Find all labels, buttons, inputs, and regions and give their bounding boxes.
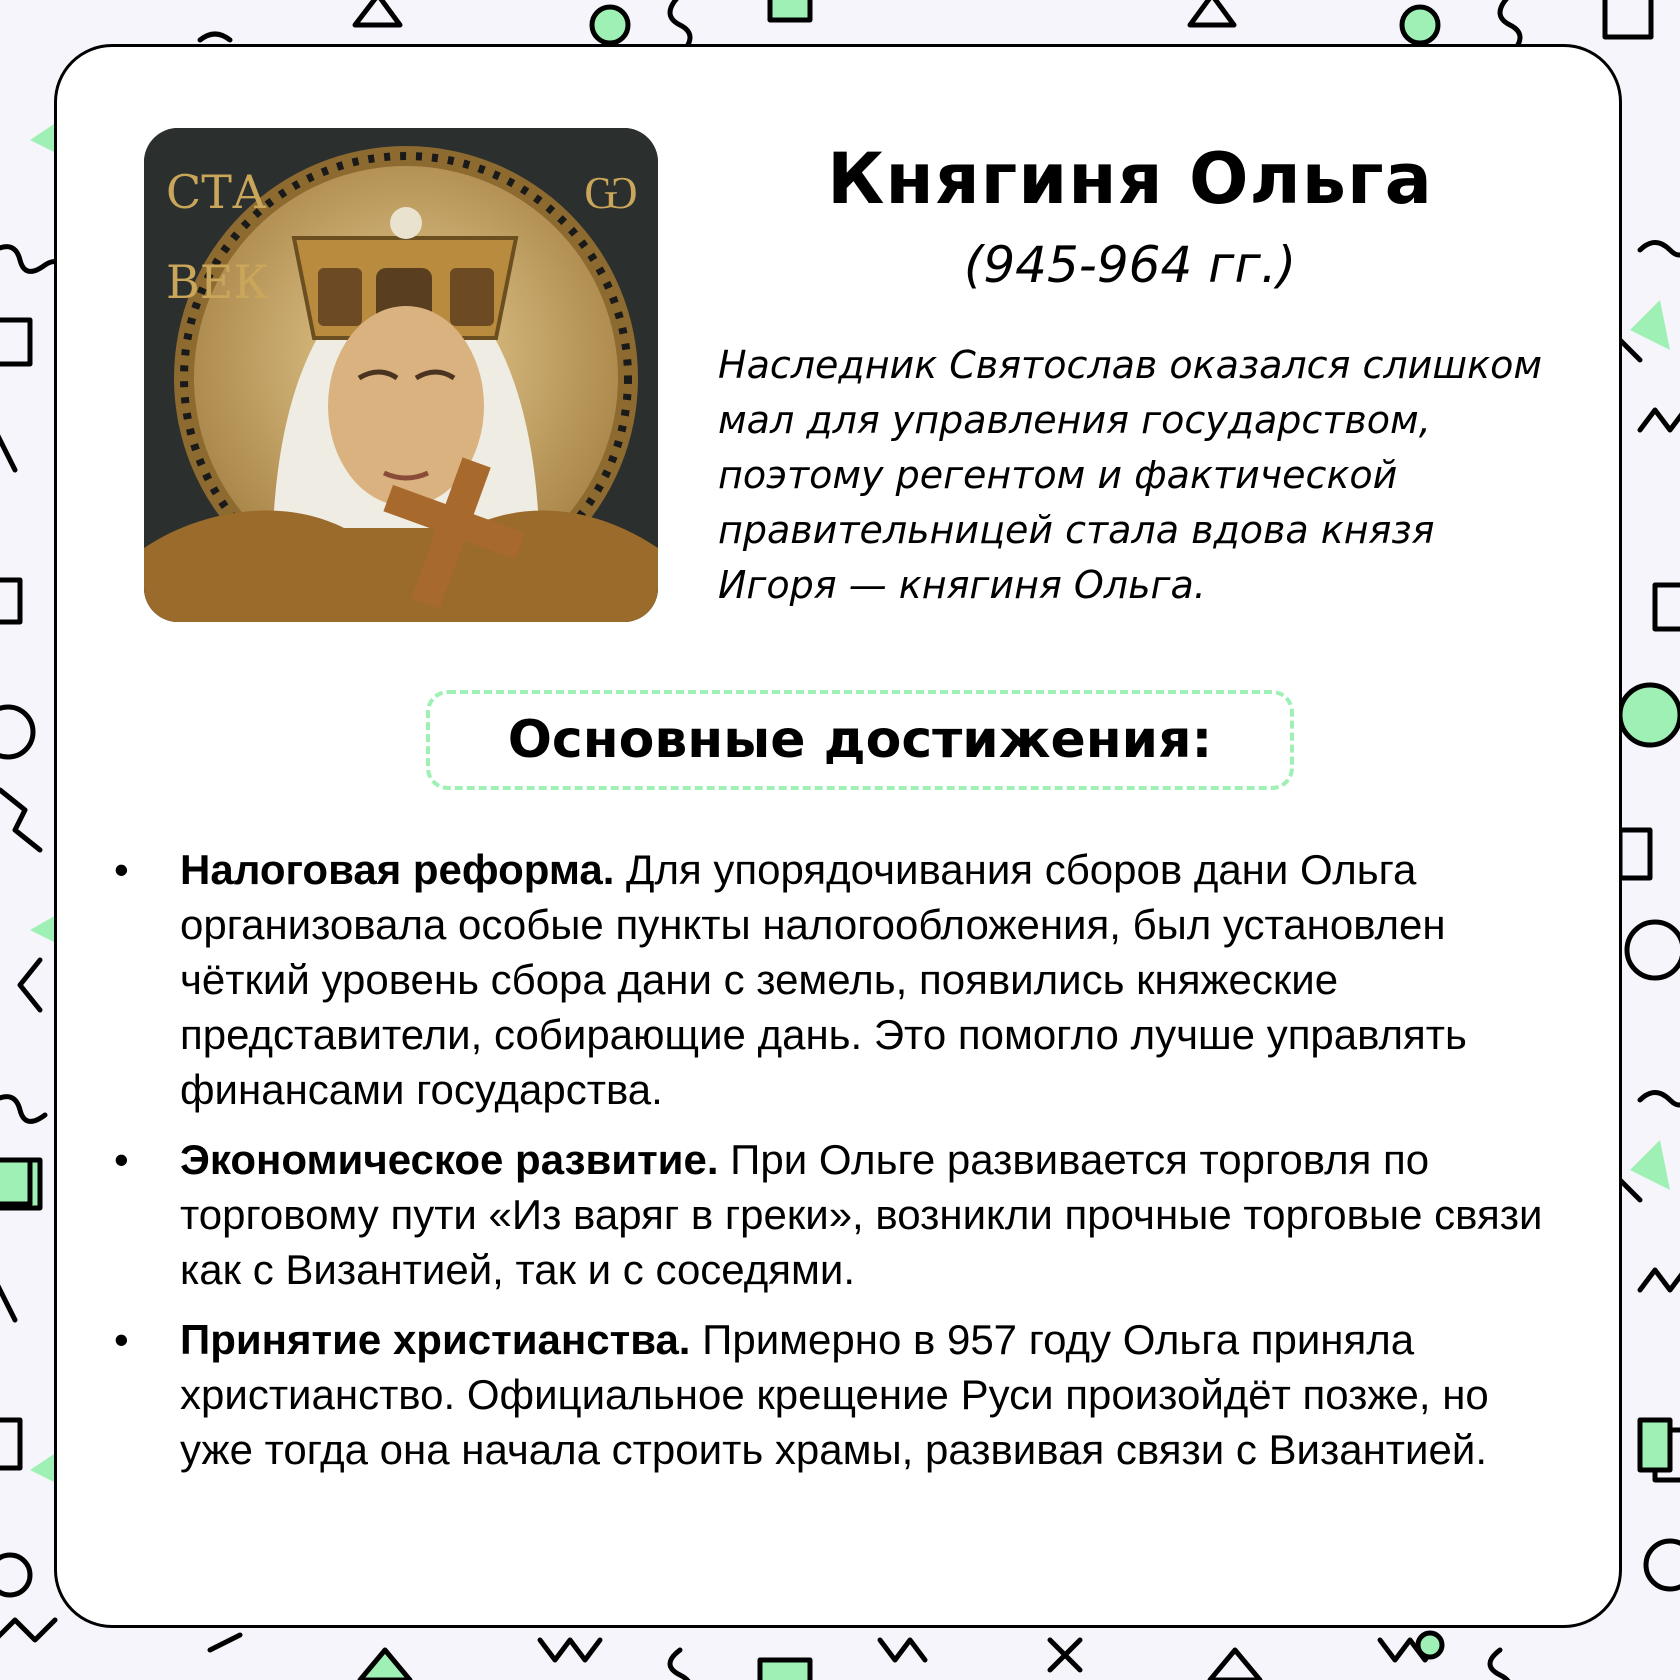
achievements-list	[108, 842, 1568, 1492]
page-title: Княгиня Ольга	[827, 138, 1433, 220]
list-item	[108, 1312, 1568, 1477]
svg-text:СТА: СТА	[166, 165, 267, 219]
section-heading-box	[426, 690, 1294, 790]
achievement-heading: Экономическое развитие.	[180, 1136, 719, 1183]
svg-text:ВЕК: ВЕК	[166, 255, 269, 309]
list-item	[108, 1132, 1568, 1297]
svg-text:Ѡ: Ѡ	[584, 165, 638, 219]
achievement-text: При Ольге развивается торговля по торговому пути «Из варяг в греки», возникли прочные торговые связи как с Византией, так и с соседями.	[180, 1136, 1543, 1293]
list-item	[108, 842, 1568, 1117]
bullet-icon: •	[114, 1316, 129, 1363]
intro-paragraph: Наследник Святослав оказался слишком мал для управления государством, поэтому регентом и фактической правительницей стала вдова князя Игоря — княгиня Ольга.	[718, 343, 1542, 607]
achievement-heading: Принятие христианства.	[180, 1316, 691, 1363]
section-heading: Основные достижения:	[507, 710, 1213, 770]
portrait-olga-image	[144, 128, 658, 622]
achievement-heading: Налоговая реформа.	[180, 846, 615, 893]
portrait-icon	[144, 128, 658, 622]
bullet-icon: •	[114, 1136, 129, 1183]
reign-years: (945-964 гг.)	[963, 236, 1297, 294]
achievement-text: Для упорядочивания сборов дани Ольга организовала особые пункты налогообложения, был установлен чёткий уровень сбора дани с земель, появились княжеские представители, собирающие дань. Это помогло лучше управлять финансами государства.	[180, 846, 1467, 1113]
bullet-icon: •	[114, 846, 129, 893]
achievement-text: Примерно в 957 году Ольга приняла христианство. Официальное крещение Руси произойдёт позже, но уже тогда она начала строить храмы, развивая связи с Византией.	[180, 1316, 1489, 1473]
